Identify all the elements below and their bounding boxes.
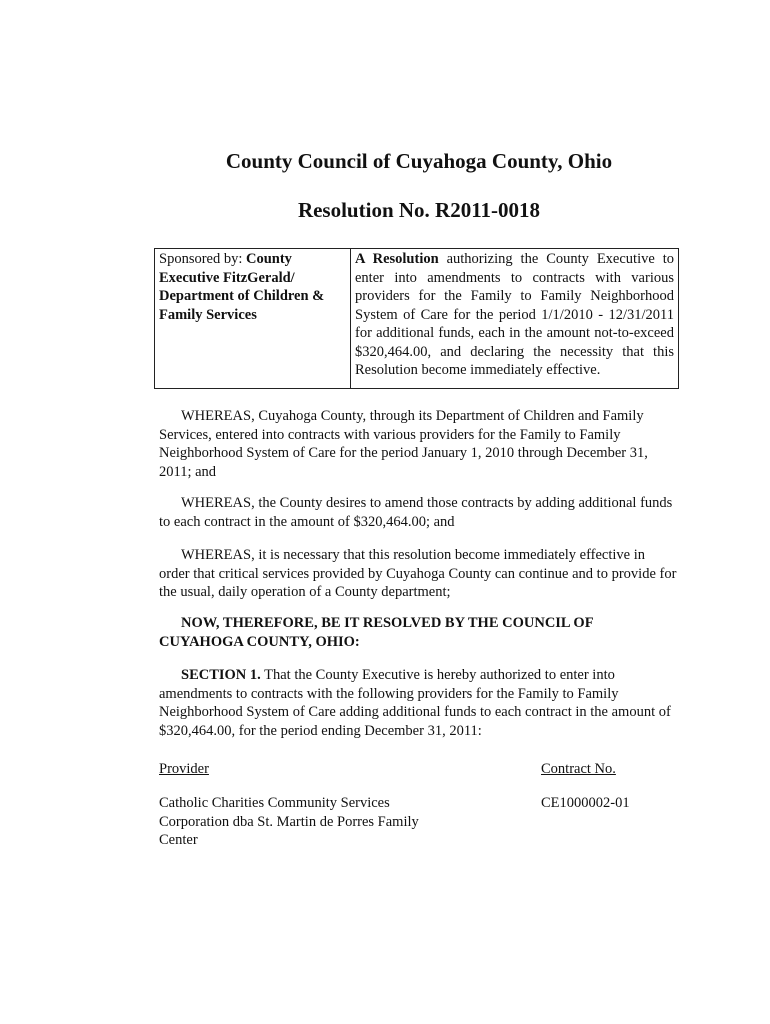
contract-column-header: Contract No. xyxy=(541,761,616,777)
sponsor-table xyxy=(154,248,679,389)
sponsor-name: County Executive FitzGerald/ Department of Children & Family Services xyxy=(159,251,325,323)
section-1-paragraph xyxy=(159,666,677,740)
council-title: County Council of Cuyahoga County, Ohio xyxy=(225,149,613,173)
resolution-lead: A Resolution xyxy=(355,251,439,267)
provider-name: Catholic Charities Community Services Corporation dba St. Martin de Porres Family Center xyxy=(159,795,419,848)
resolution-summary: authorizing the County Executive to enter into amendments to contracts with various providers for the Family to Family Neighborhood System of Care for the period 1/1/2010 - 12/31/2011 for additional funds, each in the amount not-to-exceed $320,464.00, and declaring the necessity that this Resolution become immediately effective. xyxy=(355,251,674,378)
whereas-paragraph-1: WHEREAS, Cuyahoga County, through its Department of Children and Family Services, entered into contracts with various providers for the Family to Family Neighborhood System of Care for the period January 1, 2010 through December 31, 2011; and xyxy=(159,408,648,480)
section-1-text: That the County Executive is hereby authorized to enter into amendments to contracts with the following providers for the Family to Family Neighborhood System of Care adding additional funds to each contract in the amount of $320,464.00, for the period ending December 31, 2011: xyxy=(159,667,671,739)
section-1-label: SECTION 1. xyxy=(181,667,261,683)
contract-number: CE1000002-01 xyxy=(541,795,630,811)
whereas-paragraph-3: WHEREAS, it is necessary that this resolution become immediately effective in order that critical services provided by Cuyahoga County can continue and to provide for the usual, daily operation of a County department; xyxy=(159,547,677,600)
sponsor-cell xyxy=(155,249,351,388)
provider-column-header: Provider xyxy=(159,761,209,777)
whereas-paragraph-2: WHEREAS, the County desires to amend those contracts by adding additional funds to each contract in the amount of $320,464.00; and xyxy=(159,495,673,530)
resolved-clause: NOW, THEREFORE, BE IT RESOLVED BY THE COUNCIL OF CUYAHOGA COUNTY, OHIO: xyxy=(159,615,594,650)
resolution-summary-cell xyxy=(351,249,678,388)
resolution-number: Resolution No. R2011-0018 xyxy=(297,198,541,222)
sponsored-by-label: Sponsored by: xyxy=(159,251,246,267)
